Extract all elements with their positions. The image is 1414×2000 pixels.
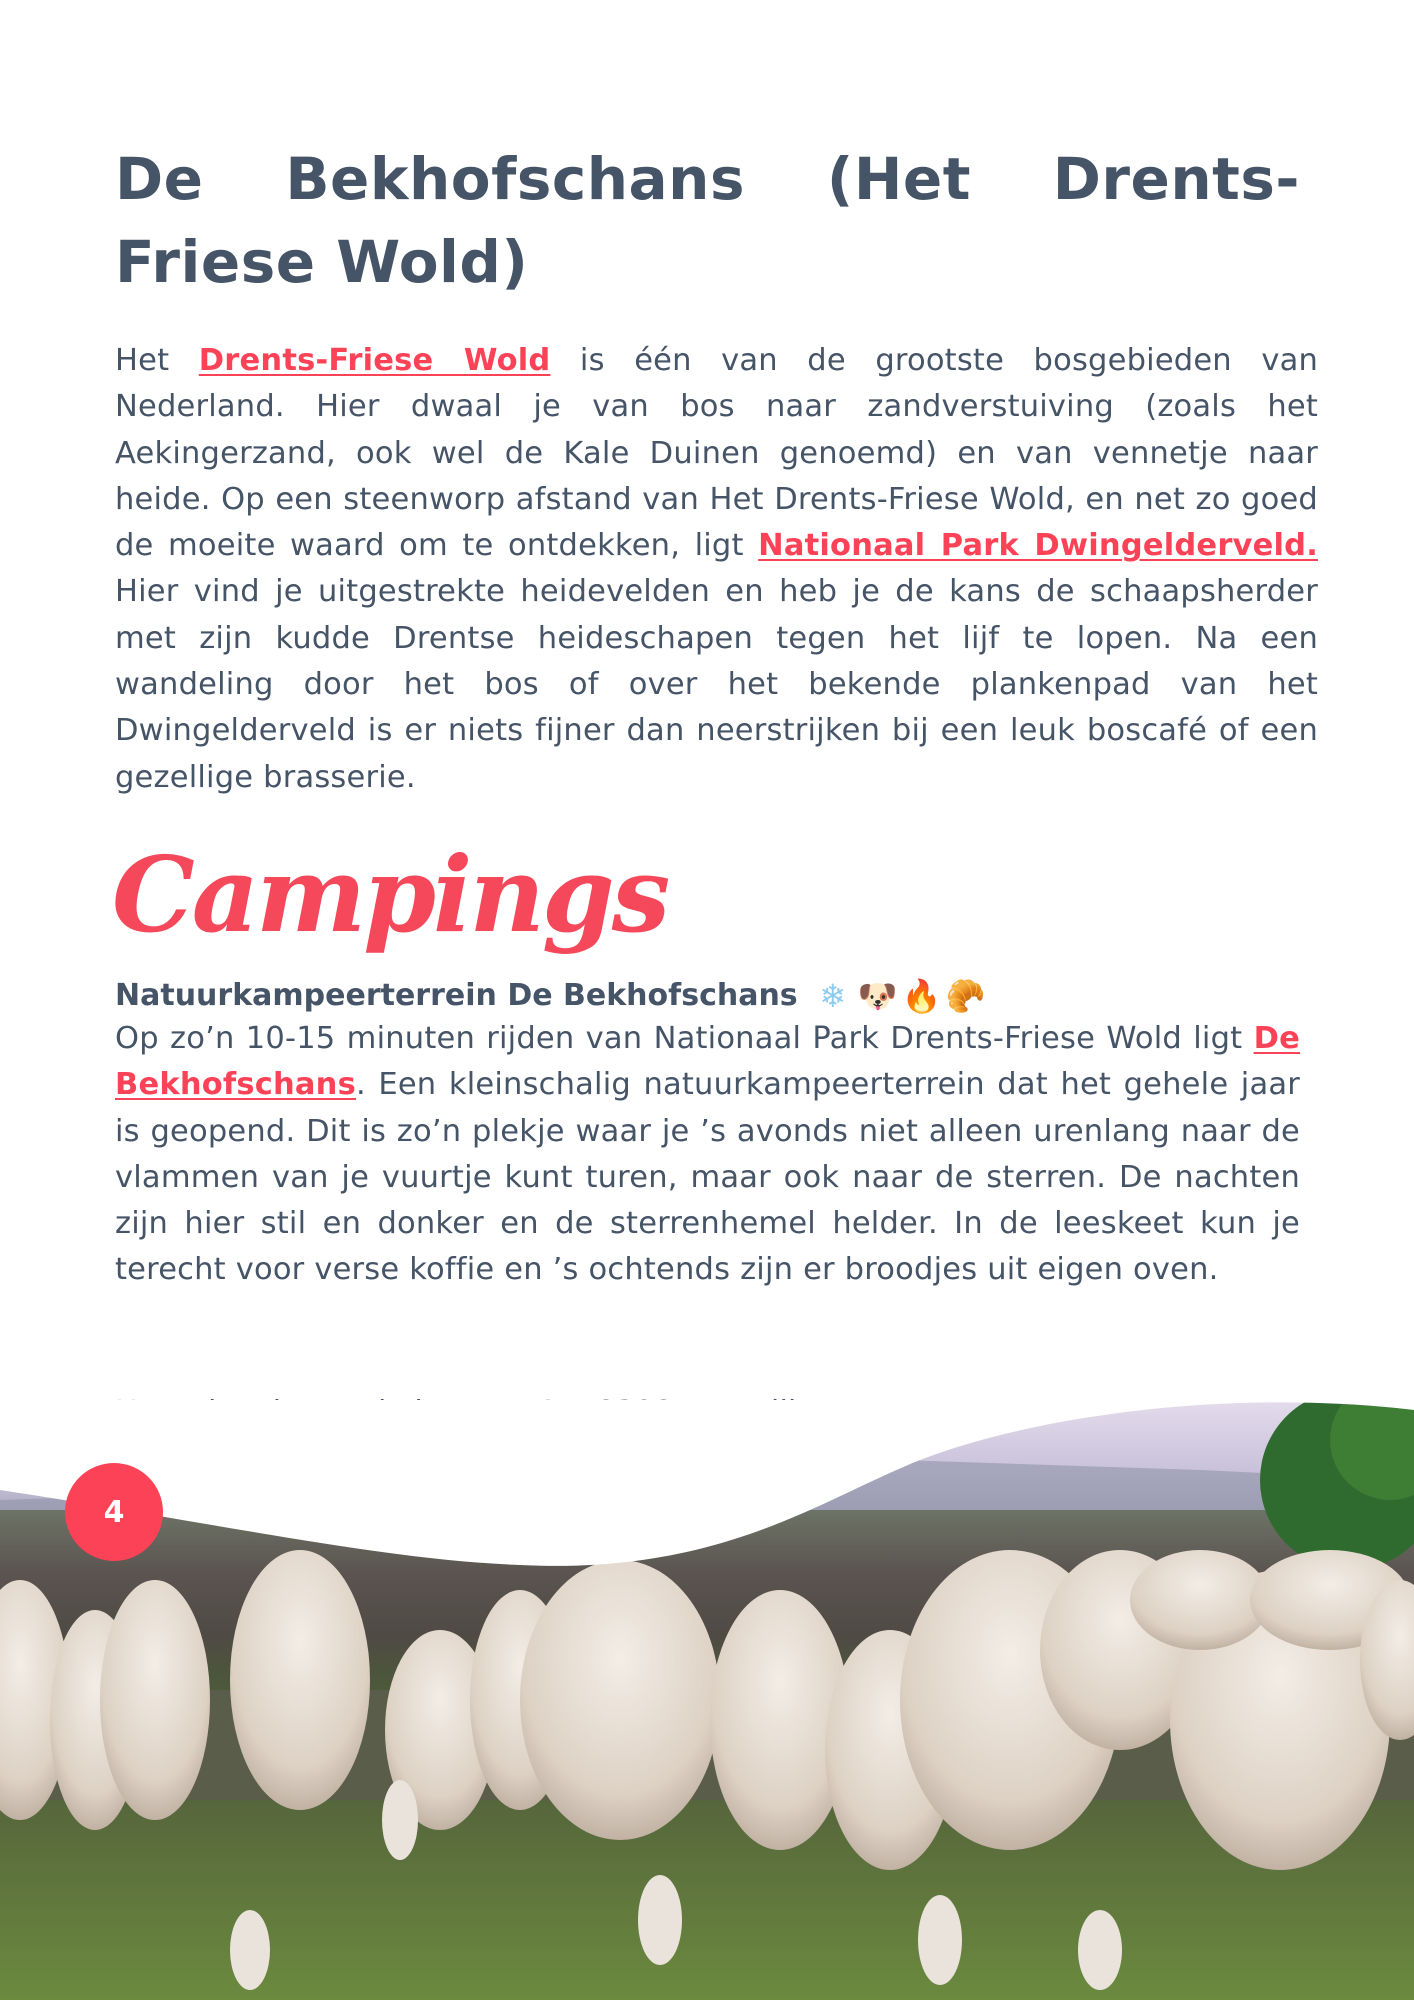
- dog-icon: 🐶: [857, 977, 898, 1015]
- intro-paragraph: [115, 338, 1318, 801]
- fire-icon: 🔥: [901, 977, 942, 1015]
- snowflake-icon: ❄: [819, 977, 847, 1015]
- intro-text: Het: [115, 343, 199, 378]
- section-heading-campings: Campings: [112, 833, 668, 956]
- sheep-heath-photo: [0, 1400, 1414, 2000]
- camping-name: Natuurkampeerterrein De Bekhofschans: [115, 978, 798, 1013]
- intro-text: Hier vind je uitgestrekte heidevelden en heb je de kans de schaapsherder met zijn kudde Drentse heideschapen tegen het lijf te lopen. Na een wandeling door het bos of over het bekende plankenpad van het Dwingelderveld is er niets fijner dan neerstrijken bij een leuk boscafé of een gezellige brasserie.: [115, 574, 1318, 795]
- camping-text: . Een kleinschalig natuurkampeerterrein dat het gehele jaar is geopend. Dit is zo’n plekje waar je ’s avonds niet alleen urenlang naar de vlammen van je vuurtje kunt turen, maar ook naar de sterren. De nachten zijn hier stil en donker en de sterrenhemel helder. In de leeskeet kun je terecht voor verse koffie en ’s ochtends zijn er broodjes uit eigen oven.: [115, 1067, 1300, 1288]
- page-title: De Bekhofschans (Het Drents-Friese Wold): [115, 145, 1300, 296]
- camping-text: Op zo’n 10-15 minuten rijden van Nationaal Park Drents-Friese Wold ligt: [115, 1021, 1254, 1056]
- link-nationaal-park-dwingelderveld[interactable]: Nationaal Park Dwingelderveld.: [758, 528, 1318, 564]
- photo-illustration: [0, 1400, 1414, 2000]
- croissant-icon: 🥐: [945, 977, 986, 1015]
- camping-amenity-icons: [814, 973, 984, 1019]
- link-drents-friese-wold[interactable]: Drents-Friese Wold: [198, 343, 551, 378]
- link-de-bekhofschans[interactable]: De Bekhofschans: [115, 1021, 1300, 1103]
- camping-description: [115, 1016, 1300, 1294]
- camping-name-heading: [115, 973, 984, 1019]
- page-number-badge: 4: [65, 1463, 163, 1561]
- intro-text: is één van de grootste bosgebieden van Nederland. Hier dwaal je van bos naar zandverstuiving (zoals het Aekingerzand, ook wel de Kale Duinen genoemd) en van vennetje naar heide. Op een steenworp afstand van Het Drents-Friese Wold, en net zo goed de moeite waard om te ontdekken, ligt: [115, 343, 1318, 564]
